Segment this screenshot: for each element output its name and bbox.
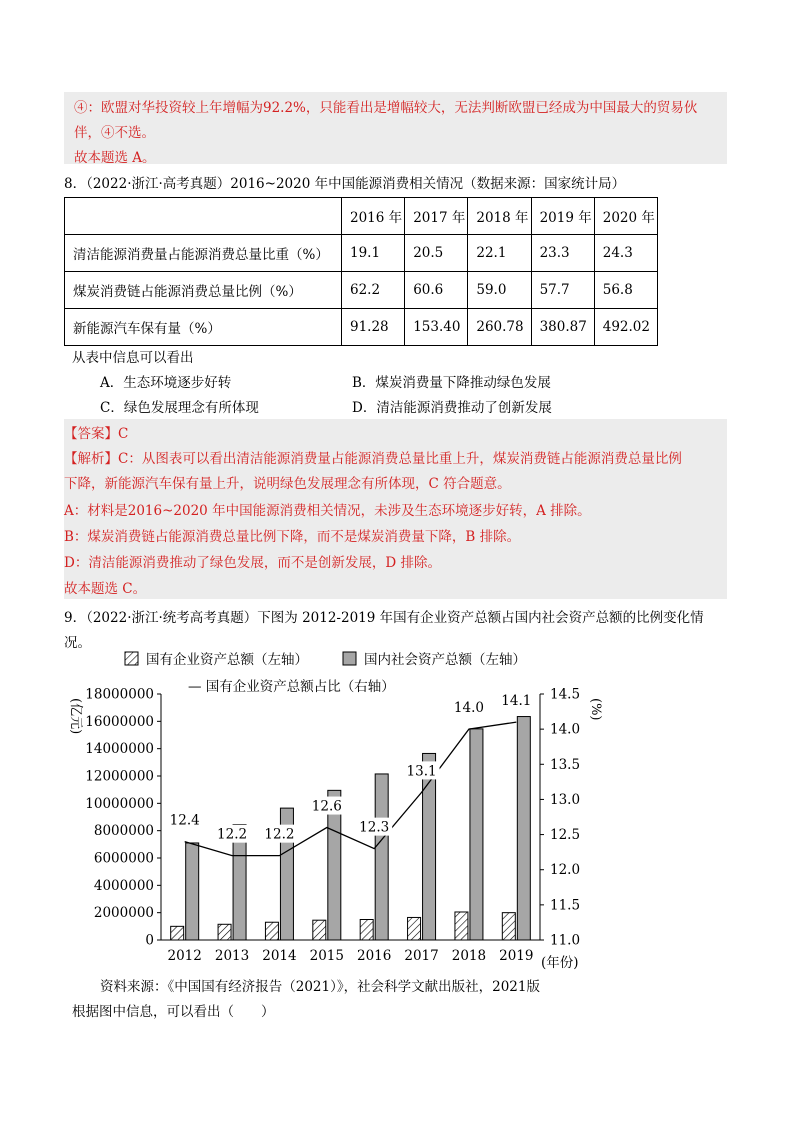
y-right-tick-label: 14.5: [550, 686, 581, 703]
bar-soe-assets: [171, 926, 184, 940]
table-row: [65, 272, 658, 309]
bar-soe-assets: [502, 913, 515, 940]
x-axis-label: (年份): [541, 955, 579, 971]
table-cell: 153.40: [405, 309, 468, 346]
x-tick-label: 2017: [404, 948, 439, 964]
q8-conclusion: 故本题选 C。: [64, 581, 147, 597]
q8-prompt: 从表中信息可以看出: [72, 350, 194, 366]
q7-analysis-line1: ④：欧盟对华投资较上年增幅为92.2%，只能看出是增幅较大，无法判断欧盟已经成为中国最大的贸易伙: [74, 100, 698, 116]
table-cell: 91.28: [342, 309, 405, 346]
x-tick-label: 2018: [451, 948, 487, 964]
y-axis-right-label: (%): [588, 698, 603, 721]
y-left-tick-label: 8000000: [93, 823, 154, 840]
ratio-data-label: 12.2: [264, 826, 295, 843]
table-header-cell: 2017 年: [405, 198, 468, 235]
bar-total-assets: [470, 729, 483, 940]
answer-value: C: [118, 426, 129, 442]
q8-analysis-d: D：清洁能源消费推动了绿色发展，而不是创新发展，D 排除。: [64, 555, 441, 571]
q8-analysis-b: B：煤炭消费链占能源消费总量比例下降，而不是煤炭消费量下降，B 排除。: [64, 529, 521, 545]
ratio-data-label: 12.3: [359, 819, 390, 836]
y-left-tick-label: 10000000: [85, 795, 154, 812]
bar-total-assets: [375, 774, 388, 940]
table-header-cell: 2019 年: [531, 198, 594, 235]
table-cell: 19.1: [342, 235, 405, 272]
q8-analysis-line2: 下降，新能源汽车保有量上升，说明绿色发展理念有所体现，C 符合题意。: [64, 476, 511, 492]
table-row: [65, 235, 658, 272]
asset-chart: [0, 640, 800, 975]
y-left-tick-label: 0: [145, 932, 154, 949]
table-row: [65, 309, 658, 346]
y-right-tick-label: 13.5: [550, 756, 581, 773]
y-left-tick-label: 12000000: [85, 768, 154, 785]
y-right-tick-label: 14.0: [550, 721, 581, 738]
bar-soe-assets: [455, 912, 468, 940]
table-row-label: 新能源汽车保有量（%）: [65, 309, 342, 346]
y-right-tick-label: 11.5: [550, 897, 581, 914]
table-header-cell: 2018 年: [468, 198, 531, 235]
ratio-data-label: 12.2: [217, 826, 248, 843]
y-right-tick-label: 13.0: [550, 791, 581, 808]
table-header-cell: [65, 198, 342, 235]
x-tick-label: 2016: [357, 948, 392, 964]
table-row-label: 清洁能源消费量占能源消费总量比重（%）: [65, 235, 342, 272]
q7-analysis-line2: 伴，④不选。: [74, 125, 155, 141]
bar-soe-assets: [408, 917, 421, 940]
y-axis-left-label: (亿元): [68, 698, 83, 735]
bar-soe-assets: [360, 920, 373, 941]
y-left-tick-label: 4000000: [93, 877, 154, 894]
q8-option-c[interactable]: C．绿色发展理念有所体现: [100, 400, 259, 416]
analysis-tag: 【解析】: [64, 451, 118, 467]
table-cell: 380.87: [531, 309, 594, 346]
table-cell: 23.3: [531, 235, 594, 272]
table-cell: 24.3: [594, 235, 657, 272]
analysis-text: C：从图表可以看出清洁能源消费量占能源消费总量比重上升，煤炭消费链占能源消费总量比例: [118, 451, 682, 467]
table-cell: 62.2: [342, 272, 405, 309]
ratio-data-label: 13.1: [406, 763, 437, 780]
table-header-row: [65, 198, 658, 235]
legend-swatch-total: [343, 652, 356, 665]
y-left-tick-label: 14000000: [85, 741, 154, 758]
ratio-data-label: 12.4: [169, 812, 200, 829]
y-left-tick-label: 16000000: [85, 713, 154, 730]
table-cell: 20.5: [405, 235, 468, 272]
q8-option-a[interactable]: A．生态环境逐步好转: [100, 375, 232, 391]
q8-analysis-line1: [64, 447, 682, 467]
energy-table: [64, 197, 658, 346]
legend-label-ratio: — 国有企业资产总额占比（右轴）: [188, 679, 395, 695]
y-left-tick-label: 2000000: [93, 905, 154, 922]
legend-swatch-soe: [125, 652, 138, 665]
table-cell: 260.78: [468, 309, 531, 346]
table-cell: 57.7: [531, 272, 594, 309]
table-row-label: 煤炭消费链占能源消费总量比例（%）: [65, 272, 342, 309]
q8-option-d[interactable]: D．清洁能源消费推动了创新发展: [352, 400, 552, 416]
legend-label-total: 国内社会资产总额（左轴）: [364, 652, 526, 668]
y-right-tick-label: 12.0: [550, 862, 581, 879]
ratio-data-label: 14.1: [501, 693, 532, 710]
q8-option-b[interactable]: B．煤炭消费量下降推动绿色发展: [352, 375, 551, 391]
y-left-tick-label: 18000000: [85, 686, 154, 703]
x-tick-label: 2015: [309, 948, 344, 964]
bar-soe-assets: [265, 922, 278, 940]
table-header-cell: 2016 年: [342, 198, 405, 235]
x-tick-label: 2013: [214, 948, 250, 964]
x-tick-label: 2012: [167, 948, 202, 964]
bar-total-assets: [517, 717, 530, 940]
q9-stem-line2: 况。: [64, 635, 91, 651]
table-cell: 60.6: [405, 272, 468, 309]
x-tick-label: 2014: [262, 948, 297, 964]
x-tick-label: 2019: [499, 948, 534, 964]
q8-stem: 8．（2022·浙江·高考真题）2016~2020 年中国能源消费相关情况（数据来源：国家统计局）: [64, 176, 626, 192]
ratio-data-label: 14.0: [453, 700, 484, 717]
bar-soe-assets: [218, 924, 231, 940]
y-right-tick-label: 12.5: [550, 827, 581, 844]
table-header-cell: 2020 年: [594, 198, 657, 235]
q9-stem-line1: 9．（2022·浙江·统考高考真题）下图为 2012-2019 年国有企业资产总额占国内社会资产总额的比例变化情: [64, 610, 704, 626]
answer-tag: 【答案】: [64, 426, 118, 442]
table-cell: 59.0: [468, 272, 531, 309]
chart-source: 资料来源：《中国国有经济报告（2021）》，社会科学文献出版社，2021版: [100, 979, 540, 995]
q7-conclusion: 故本题选 A。: [74, 150, 156, 166]
y-left-tick-label: 6000000: [93, 850, 154, 867]
q8-analysis-a: A：材料是2016~2020 年中国能源消费相关情况，未涉及生态环境逐步好转，A 排除。: [64, 503, 591, 519]
legend-label-soe: 国有企业资产总额（左轴）: [146, 652, 308, 668]
table-cell: 492.02: [594, 309, 657, 346]
table-cell: 56.8: [594, 272, 657, 309]
q9-prompt: 根据图中信息，可以看出（ ）: [72, 1004, 275, 1020]
bar-soe-assets: [313, 920, 326, 940]
bar-total-assets: [186, 843, 199, 940]
ratio-data-label: 12.6: [311, 798, 342, 815]
y-right-tick-label: 11.0: [550, 932, 581, 949]
q8-answer: [64, 422, 128, 442]
table-cell: 22.1: [468, 235, 531, 272]
